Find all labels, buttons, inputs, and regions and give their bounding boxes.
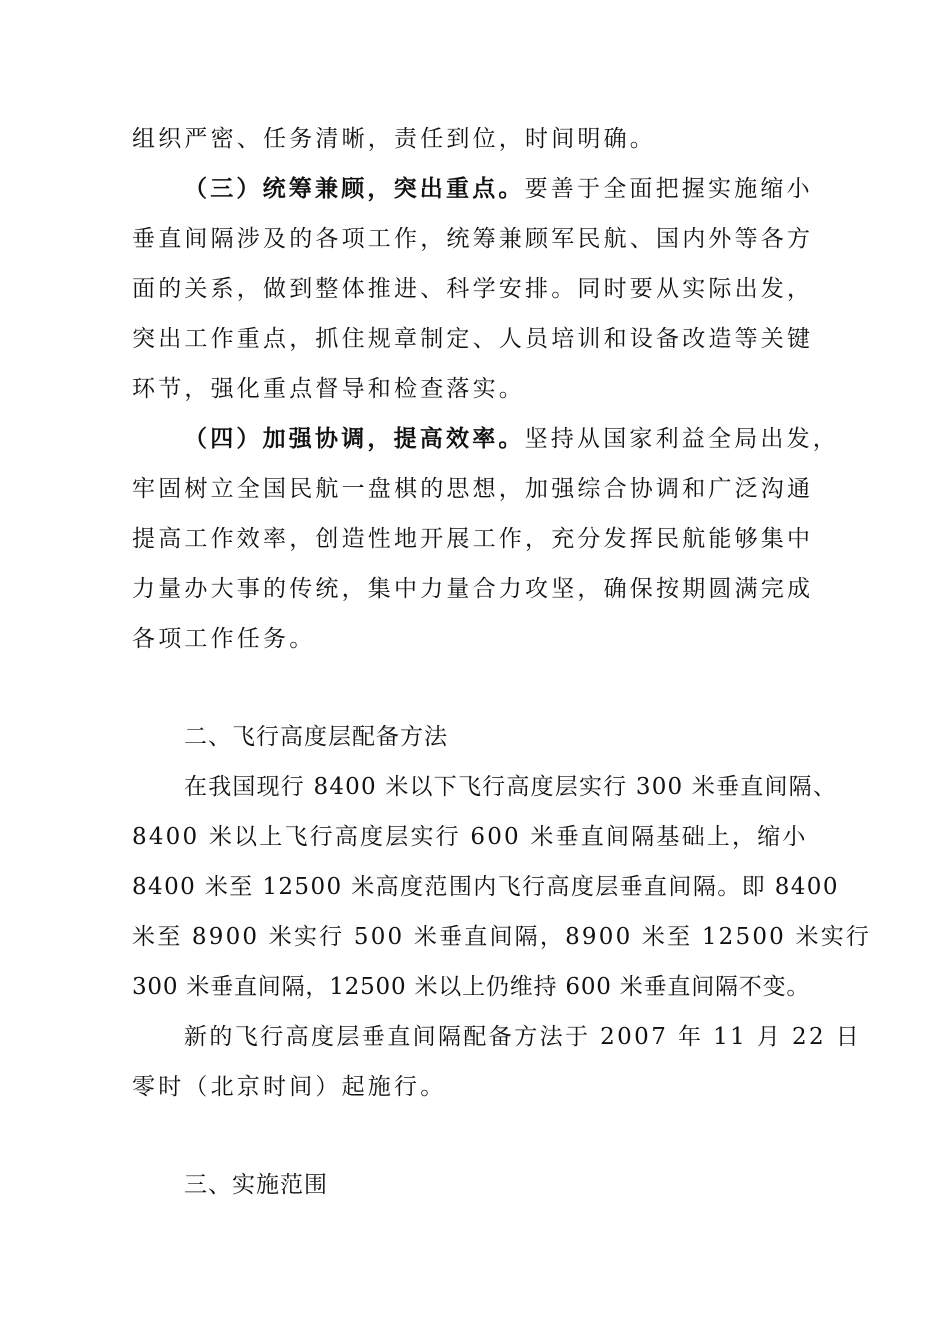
body-text-line: 力量办大事的传统，集中力量合力攻坚，确保按期圆满完成 [132, 576, 814, 602]
paragraph-lead-bold: （四）加强协调，提高效率。 [184, 425, 525, 452]
body-text-line: 面的关系，做到整体推进、科学安排。同时要从实际出发， [132, 276, 814, 302]
body-text-line: 零时（北京时间）起施行。 [132, 1074, 447, 1100]
body-text-line: 各项工作任务。 [132, 626, 316, 652]
body-text-line: 米至 8900 米实行 500 米垂直间隔，8900 米至 12500 米实行 [132, 924, 872, 950]
section-heading: 三、实施范围 [184, 1172, 328, 1198]
paragraph-first-line [184, 424, 840, 454]
body-text-line: 在我国现行 8400 米以下飞行高度层实行 300 米垂直间隔、 [184, 774, 838, 800]
body-text-line: 牢固树立全国民航一盘棋的思想，加强综合协调和广泛沟通 [132, 476, 814, 502]
body-text-line: 垂直间隔涉及的各项工作，统筹兼顾军民航、国内外等各方 [132, 226, 814, 252]
body-text-line: 环节，强化重点督导和检查落实。 [132, 376, 525, 402]
body-text-line: 新的飞行高度层垂直间隔配备方法于 2007 年 11 月 22 日 [184, 1024, 862, 1050]
body-text-line: 组织严密、任务清晰，责任到位，时间明确。 [132, 126, 656, 152]
paragraph-lead-rest: 要善于全面把握实施缩小 [524, 176, 813, 202]
paragraph-lead-rest: 坚持从国家利益全局出发， [524, 426, 840, 452]
body-text-line: 8400 米以上飞行高度层实行 600 米垂直间隔基础上，缩小 [132, 824, 808, 850]
body-text-line: 提高工作效率，创造性地开展工作，充分发挥民航能够集中 [132, 526, 814, 552]
body-text-line: 突出工作重点，抓住规章制定、人员培训和设备改造等关键 [132, 326, 814, 352]
body-text-line: 300 米垂直间隔，12500 米以上仍维持 600 米垂直间隔不变。 [132, 974, 811, 1000]
body-text-line: 8400 米至 12500 米高度范围内飞行高度层垂直间隔。即 8400 [132, 874, 839, 900]
paragraph-lead-bold: （三）统筹兼顾，突出重点。 [184, 175, 525, 202]
section-heading: 二、飞行高度层配备方法 [184, 724, 448, 750]
paragraph-first-line [184, 174, 834, 204]
